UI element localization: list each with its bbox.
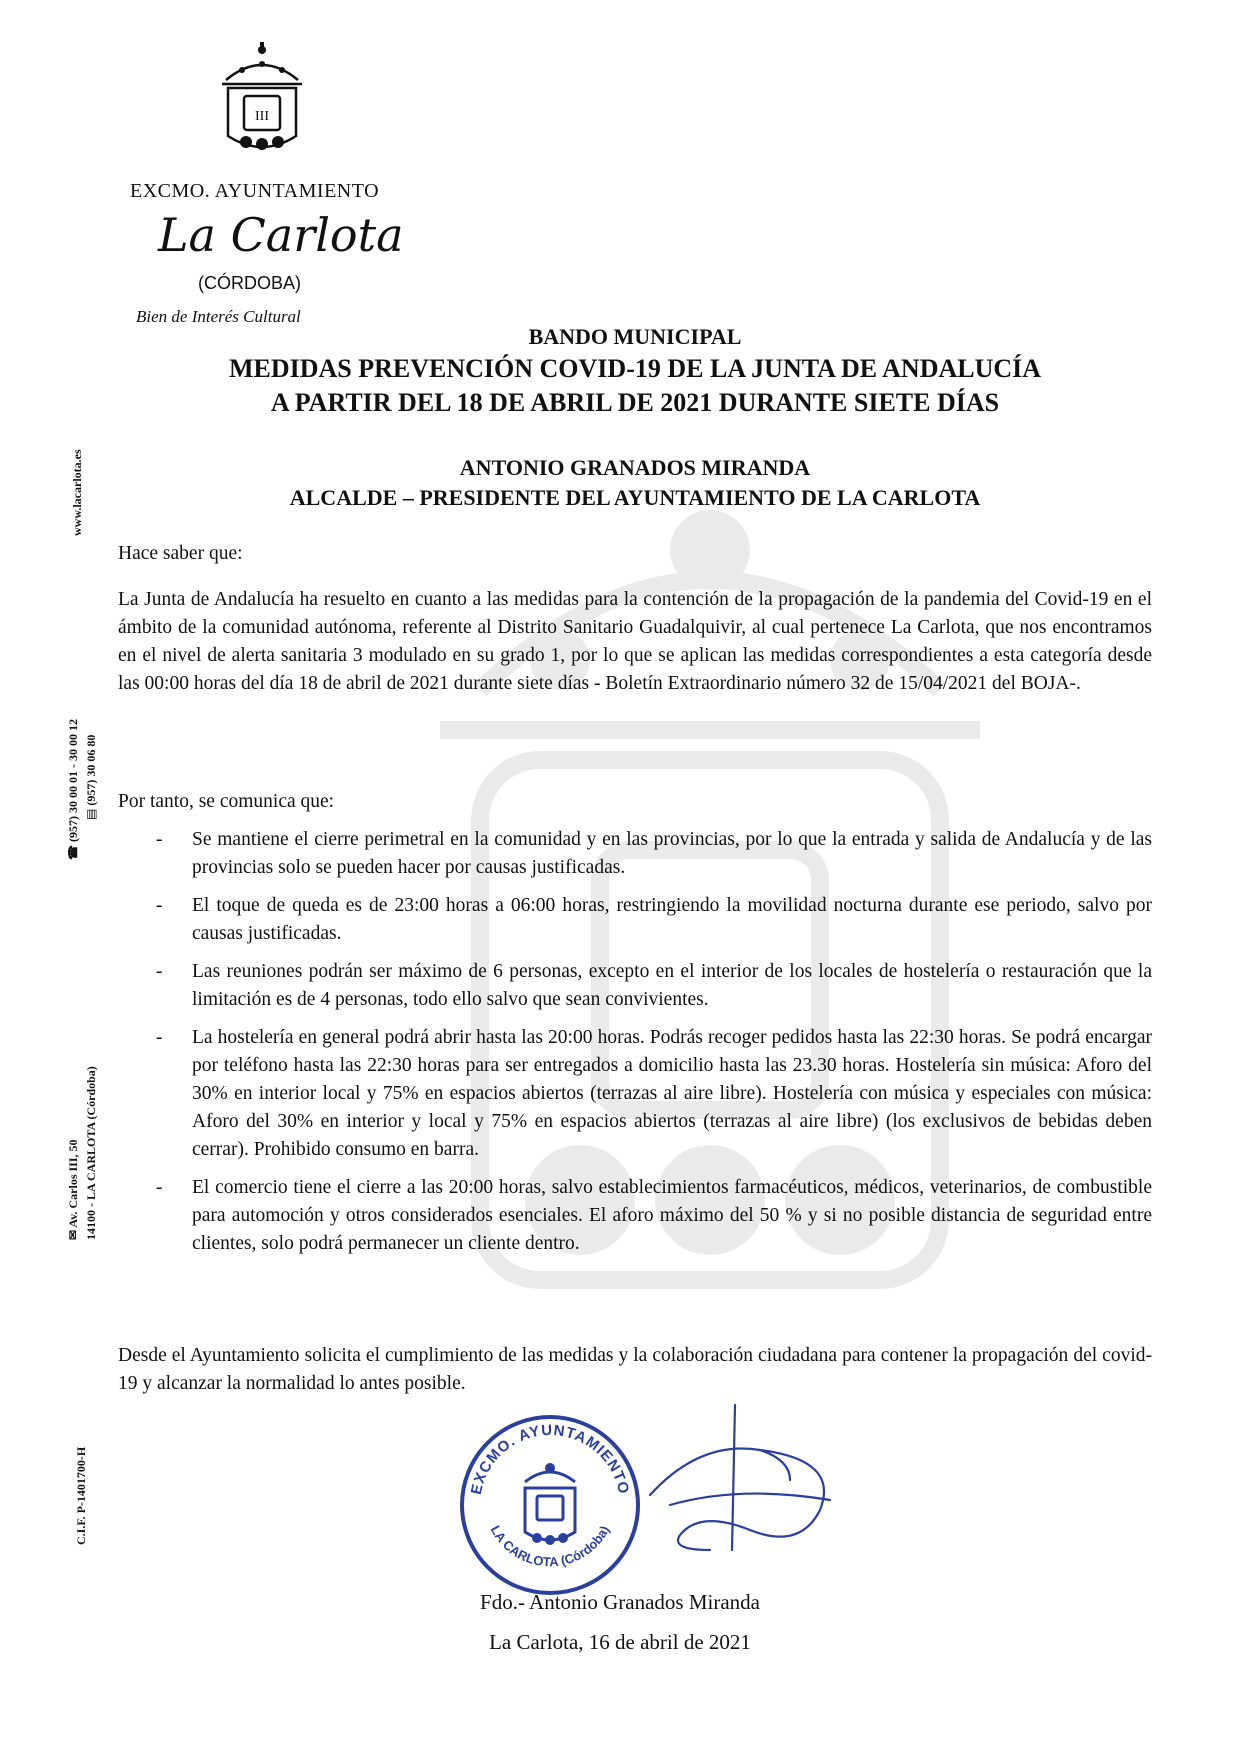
- list-item-text: El toque de queda es de 23:00 horas a 06:00 horas, restringiendo la movilidad nocturna durante ese periodo, salvo por causas justificadas.: [192, 895, 1152, 944]
- mayor-name: ANTONIO GRANADOS MIRANDA: [459, 455, 811, 480]
- org-motto: Bien de Interés Cultural: [136, 307, 301, 326]
- list-item-text: La hostelería en general podrá abrir hasta las 20:00 horas. Podrás recoger pedidos hasta las 22:30 horas. Se podrá encargar por teléfono hasta las 22:30 horas para ser entregados a domicilio hasta las 23.30 horas. Hostelería sin música: Aforo del 30% en interior local y 75% en espacios abiertos (terrazas al aire libre). Hostelería con música y especiales con música: Aforo del 30% en interior y local y 75% en espacios abiertos (terrazas al aire libre) (los exclusivos de bebidas deben cerrar). Prohibido consumo en barra.: [192, 1027, 1152, 1160]
- sidebar-phone-text: (957) 30 00 01 - 30 00 12: [66, 719, 80, 843]
- mayor-role: ALCALDE – PRESIDENTE DEL AYUNTAMIENTO DE LA CARLOTA: [289, 485, 981, 510]
- paragraph-1: La Junta de Andalucía ha resuelto en cuanto a las medidas para la contención de la propagación de la pandemia del Covid-19 en el ámbito de la comunidad autónoma, referente al Distrito Sanitario Guadalquivir, al cual pertenece La Carlota, que nos encontramos en el nivel de alerta sanitaria 3 modulado en su grado 1, por lo que se aplican las medidas correspondientes a esta categoría desde las 00:00 horas del día 18 de abril de 2021 durante siete días - Boletín Extraordinario número 32 de 15/04/2021 del BOJA-.: [118, 589, 1152, 694]
- bullet-marker: -: [156, 895, 163, 916]
- coat-of-arms-icon: [212, 40, 312, 160]
- signed-by: Fdo.- Antonio Granados Miranda: [480, 1590, 760, 1614]
- bullet-marker: -: [156, 1027, 163, 1048]
- sidebar-address-2: 14100 - LA CARLOTA (Córdoba): [84, 1066, 98, 1240]
- mail-icon: ✉: [66, 1227, 80, 1240]
- phone-icon: ☎: [66, 842, 80, 860]
- stamp-text-bottom: LA CARLOTA (Córdoba): [487, 1522, 613, 1570]
- paragraph-2: Por tanto, se comunica que:: [118, 791, 335, 812]
- document-title-line-1: MEDIDAS PREVENCIÓN COVID-19 DE LA JUNTA DE ANDALUCÍA: [228, 354, 1042, 383]
- sidebar-fax-text: (957) 30 06 80: [84, 734, 98, 806]
- list-item: [118, 958, 1152, 1014]
- sidebar-phone: [66, 719, 81, 860]
- official-stamp-icon: [455, 1410, 645, 1600]
- sidebar-cif: C.I.F. P-1401700-H: [74, 1446, 88, 1545]
- closing-paragraph: Desde el Ayuntamiento solicita el cumplimiento de las medidas y la colaboración ciudadana para contener la propagación del covid-19 y alcanzar la normalidad lo antes posible.: [118, 1345, 1152, 1394]
- list-item-text: El comercio tiene el cierre a las 20:00 horas, salvo establecimientos farmacéuticos, médicos, veterinarios, de combustible para automoción y otros considerados esenciales. El aforo máximo del 50 % y si no posible distancia de seguridad entre clientes, solo podrá permanecer un cliente dentro.: [192, 1177, 1152, 1254]
- svg-text:EXCMO. AYUNTAMIENTO: [468, 1422, 632, 1496]
- bullet-marker: -: [156, 829, 163, 850]
- intro-text: Hace saber que:: [118, 543, 243, 564]
- sidebar-web: www.lacarlota.es: [70, 449, 84, 536]
- list-item-text: Se mantiene el cierre perimetral en la comunidad y en las provincias, por lo que la entrada y salida de Andalucía y de las provincias solo se pueden hacer por causas justificadas.: [192, 829, 1152, 878]
- list-item: [118, 892, 1152, 948]
- bullet-marker: -: [156, 1177, 163, 1198]
- svg-text:III: III: [255, 109, 269, 124]
- place-date: La Carlota, 16 de abril de 2021: [489, 1630, 751, 1654]
- list-item: [118, 826, 1152, 882]
- fax-icon: ▤: [84, 805, 98, 820]
- list-item: [118, 1174, 1152, 1258]
- stamp-text-top: EXCMO. AYUNTAMIENTO: [467, 1421, 633, 1497]
- handwritten-signature-icon: [640, 1400, 850, 1580]
- list-item-text: Las reuniones podrán ser máximo de 6 personas, excepto en el interior de los locales de hostelería o restauración que la limitación es de 4 personas, todo ello salvo que sean convivientes.: [192, 961, 1152, 1010]
- measures-list: [118, 826, 1152, 1268]
- sidebar-address-1-text: Av. Carlos III, 50: [66, 1139, 80, 1228]
- org-name: La Carlota: [158, 208, 404, 262]
- org-province: (CÓRDOBA): [198, 273, 301, 293]
- sidebar-address-1: [66, 1139, 81, 1240]
- sidebar-fax: [84, 735, 99, 820]
- svg-text:LA CARLOTA (Córdoba): [488, 1523, 613, 1570]
- document-kind: BANDO MUNICIPAL: [528, 324, 742, 349]
- list-item: [118, 1024, 1152, 1164]
- bullet-marker: -: [156, 961, 163, 982]
- document-title-line-2: A PARTIR DEL 18 DE ABRIL DE 2021 DURANTE SIETE DÍAS: [270, 388, 1000, 417]
- org-title: EXCMO. AYUNTAMIENTO: [130, 180, 380, 202]
